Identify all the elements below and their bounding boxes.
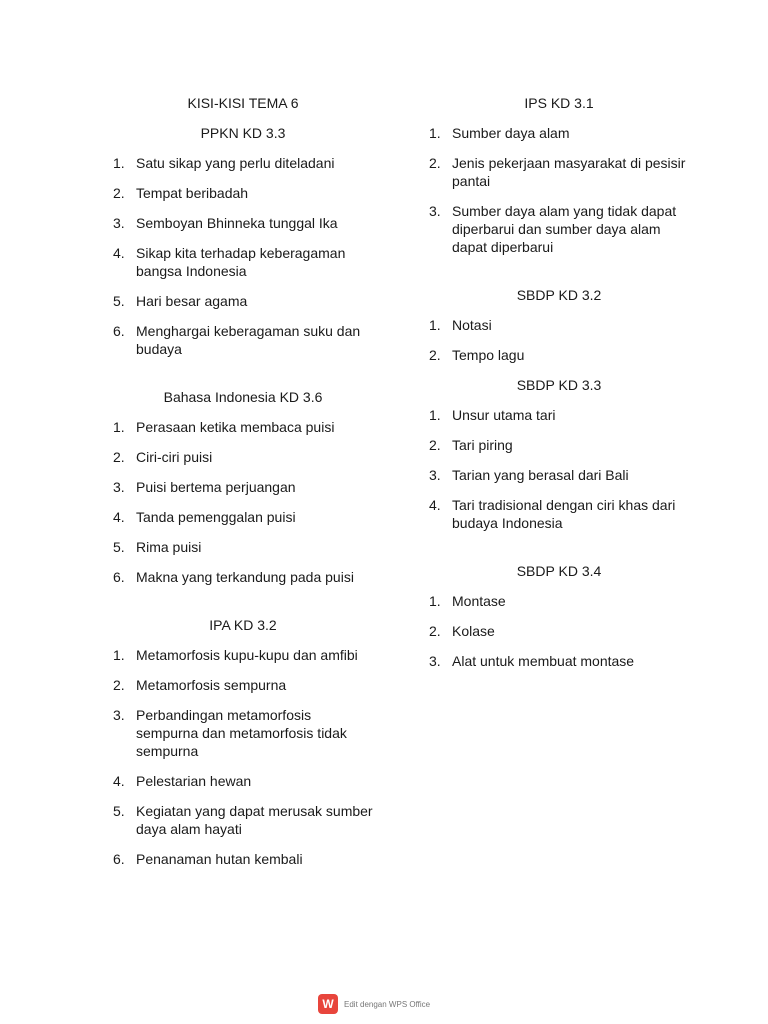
list-item: 1. Montase xyxy=(429,593,506,609)
list-item: 3. Tarian yang berasal dari Bali xyxy=(429,467,629,483)
wps-watermark xyxy=(318,994,430,1014)
list-item: 2. Tempo lagu xyxy=(429,347,525,363)
list-sbdp-3-2 xyxy=(429,316,689,364)
list-item: 4. Tanda pemenggalan puisi xyxy=(113,509,296,525)
list-ipa xyxy=(113,646,373,868)
list-item: 2. Kolase xyxy=(429,623,495,639)
wps-office-logo-icon: W xyxy=(318,994,338,1014)
left-column xyxy=(113,94,373,880)
list-item: 6. Penanaman hutan kembali xyxy=(113,851,303,867)
right-column xyxy=(429,94,689,682)
list-item: 6. Makna yang terkandung pada puisi xyxy=(113,569,354,585)
list-item: 1. Unsur utama tari xyxy=(429,407,556,423)
section-heading-ips: IPS KD 3.1 xyxy=(524,95,594,111)
list-item: 2. Tari piring xyxy=(429,437,513,453)
list-ips xyxy=(429,124,689,256)
list-item: 5. Hari besar agama xyxy=(113,293,248,309)
section-heading-sbdp-3-2: SBDP KD 3.2 xyxy=(516,287,602,303)
list-item: 5. Kegiatan yang dapat merusak sumber daya alam hayati xyxy=(113,803,373,837)
list-item: 4. Pelestarian hewan xyxy=(113,773,252,789)
list-item: 1. Satu sikap yang perlu diteladani xyxy=(113,155,335,171)
section-heading-ipa: IPA KD 3.2 xyxy=(209,617,277,633)
list-item: 2. Jenis pekerjaan masyarakat di pesisir pantai xyxy=(429,155,686,189)
section-heading-sbdp-3-3: SBDP KD 3.3 xyxy=(516,377,602,393)
watermark-text: Edit dengan WPS Office xyxy=(344,999,431,1009)
section-heading-bahasa: Bahasa Indonesia KD 3.6 xyxy=(163,389,323,405)
list-item: 1. Notasi xyxy=(429,317,492,333)
document-title: KISI-KISI TEMA 6 xyxy=(187,95,299,111)
list-item: 6. Menghargai keberagaman suku dan budaya xyxy=(113,323,361,357)
list-item: 2. Ciri-ciri puisi xyxy=(113,449,213,465)
list-ppkn xyxy=(113,154,373,358)
list-item: 3. Perbandingan metamorfosis sempurna dan metamorfosis tidak sempurna xyxy=(113,707,347,759)
list-item: 3. Puisi bertema perjuangan xyxy=(113,479,296,495)
list-item: 3. Semboyan Bhinneka tunggal Ika xyxy=(113,215,338,231)
list-item: 1. Sumber daya alam xyxy=(429,125,570,141)
section-heading-sbdp-3-4: SBDP KD 3.4 xyxy=(516,563,602,579)
list-item: 4. Tari tradisional dengan ciri khas dari budaya Indonesia xyxy=(429,497,676,531)
list-item: 4. Sikap kita terhadap keberagaman bangsa Indonesia xyxy=(113,245,346,279)
list-bahasa xyxy=(113,418,373,586)
list-item: 2. Tempat beribadah xyxy=(113,185,249,201)
section-heading-ppkn: PPKN KD 3.3 xyxy=(200,125,286,141)
list-item: 3. Sumber daya alam yang tidak dapat diperbarui dan sumber daya alam dapat diperbarui xyxy=(429,203,677,255)
list-sbdp-3-4 xyxy=(429,592,689,670)
list-item: 3. Alat untuk membuat montase xyxy=(429,653,635,669)
list-item: 1. Perasaan ketika membaca puisi xyxy=(113,419,335,435)
list-item: 2. Metamorfosis sempurna xyxy=(113,677,287,693)
list-item: 5. Rima puisi xyxy=(113,539,202,555)
list-item: 1. Metamorfosis kupu-kupu dan amfibi xyxy=(113,647,358,663)
list-sbdp-3-3 xyxy=(429,406,689,532)
